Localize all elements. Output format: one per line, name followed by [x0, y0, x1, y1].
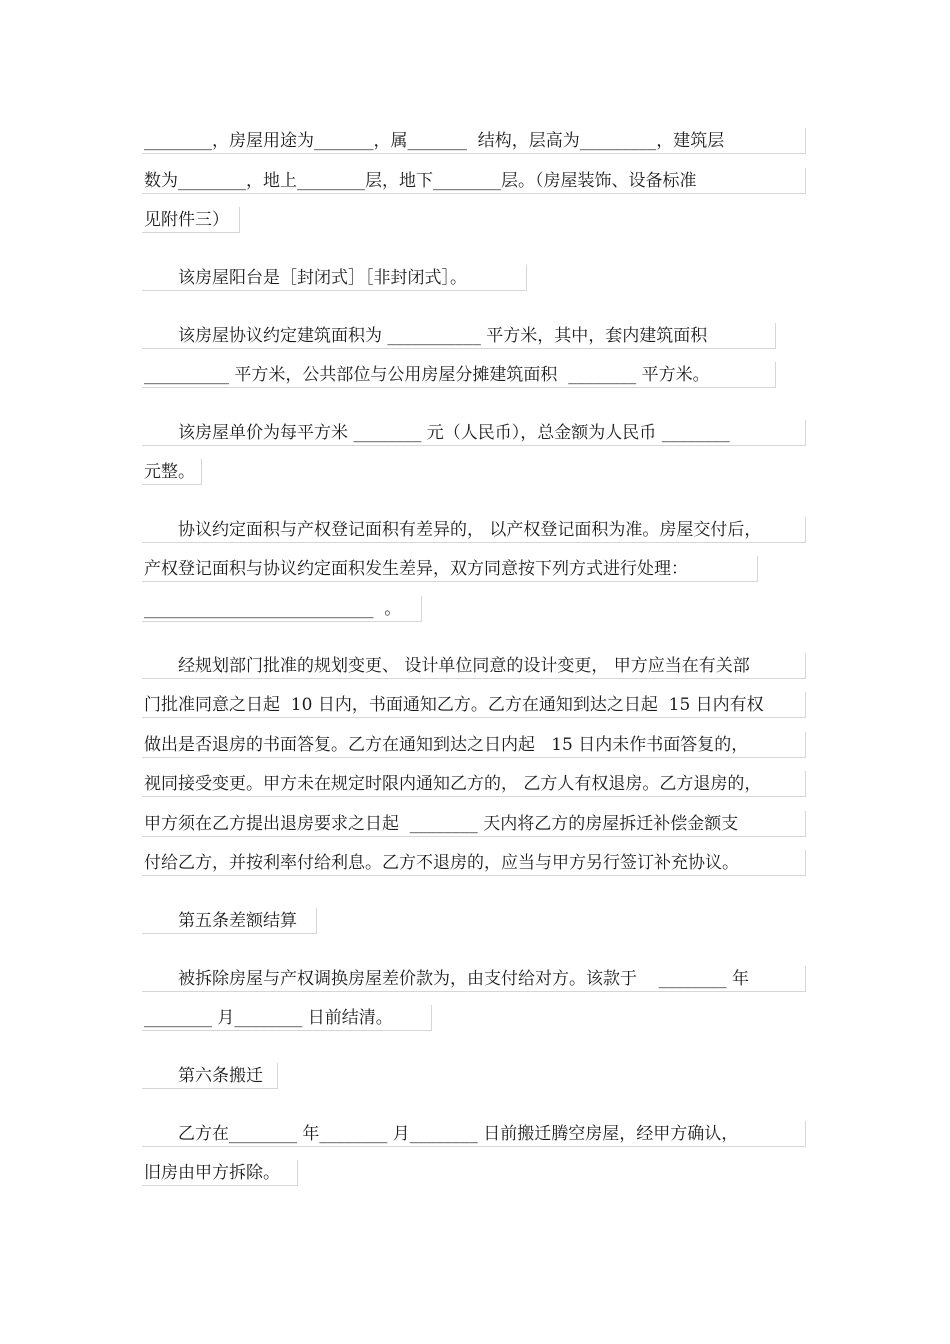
text-line: 数为________，地上________层，地下________层。（房屋装饰、设备标准: [142, 168, 806, 194]
text-line: 甲方须在乙方提出退房要求之日起 ________ 天内将乙方的房屋拆迁补偿金额支: [142, 811, 806, 837]
text-line: 门批准同意之日起 10 日内，书面通知乙方。乙方在通知到达之日起 15 日内有权: [142, 692, 806, 718]
text-line: ________ 月________ 日前结清。: [142, 1005, 432, 1031]
text-line: ________，房屋用途为_______，属_______ 结构，层高为_________，建筑层: [142, 128, 806, 154]
text-line: __________ 平方米，公共部位与公用房屋分摊建筑面积 ________ 平方米。: [142, 362, 776, 388]
section-heading: 第五条差额结算: [142, 908, 317, 934]
text-line: 乙方在________ 年________ 月________ 日前搬迁腾空房屋，经甲方确认，: [142, 1121, 806, 1147]
text-line: 元整。: [142, 459, 202, 485]
text-line: 该房屋阳台是［封闭式］［非封闭式］。: [142, 265, 527, 291]
text-line: 该房屋单价为每平方米 ________ 元（人民币），总金额为人民币 ________: [142, 420, 806, 446]
text-line: 付给乙方，并按利率付给利息。乙方不退房的，应当与甲方另行签订补充协议。: [142, 850, 806, 876]
text-line: 视同接受变更。甲方未在规定时限内通知乙方的， 乙方人有权退房。乙方退房的，: [142, 771, 806, 797]
text-line: 该房屋协议约定建筑面积为 ___________ 平方米，其中，套内建筑面积: [142, 323, 776, 349]
text-line: 做出是否退房的书面答复。乙方在通知到达之日内起 15 日内未作书面答复的，: [142, 732, 806, 758]
text-line: 见附件三）: [142, 207, 240, 233]
text-line: 经规划部门批准的规划变更、 设计单位同意的设计变更， 甲方应当在有关部: [142, 653, 806, 679]
text-line: 旧房由甲方拆除。: [142, 1160, 298, 1186]
text-line: 协议约定面积与产权登记面积有差异的， 以产权登记面积为准。房屋交付后，: [142, 517, 806, 543]
text-line: 产权登记面积与协议约定面积发生差异，双方同意按下列方式进行处理：: [142, 556, 758, 582]
section-heading: 第六条搬迁: [142, 1063, 278, 1089]
text-line: ___________________________ 。: [142, 596, 422, 622]
text-line: 被拆除房屋与产权调换房屋差价款为，由支付给对方。该款于 ________ 年: [142, 966, 806, 992]
